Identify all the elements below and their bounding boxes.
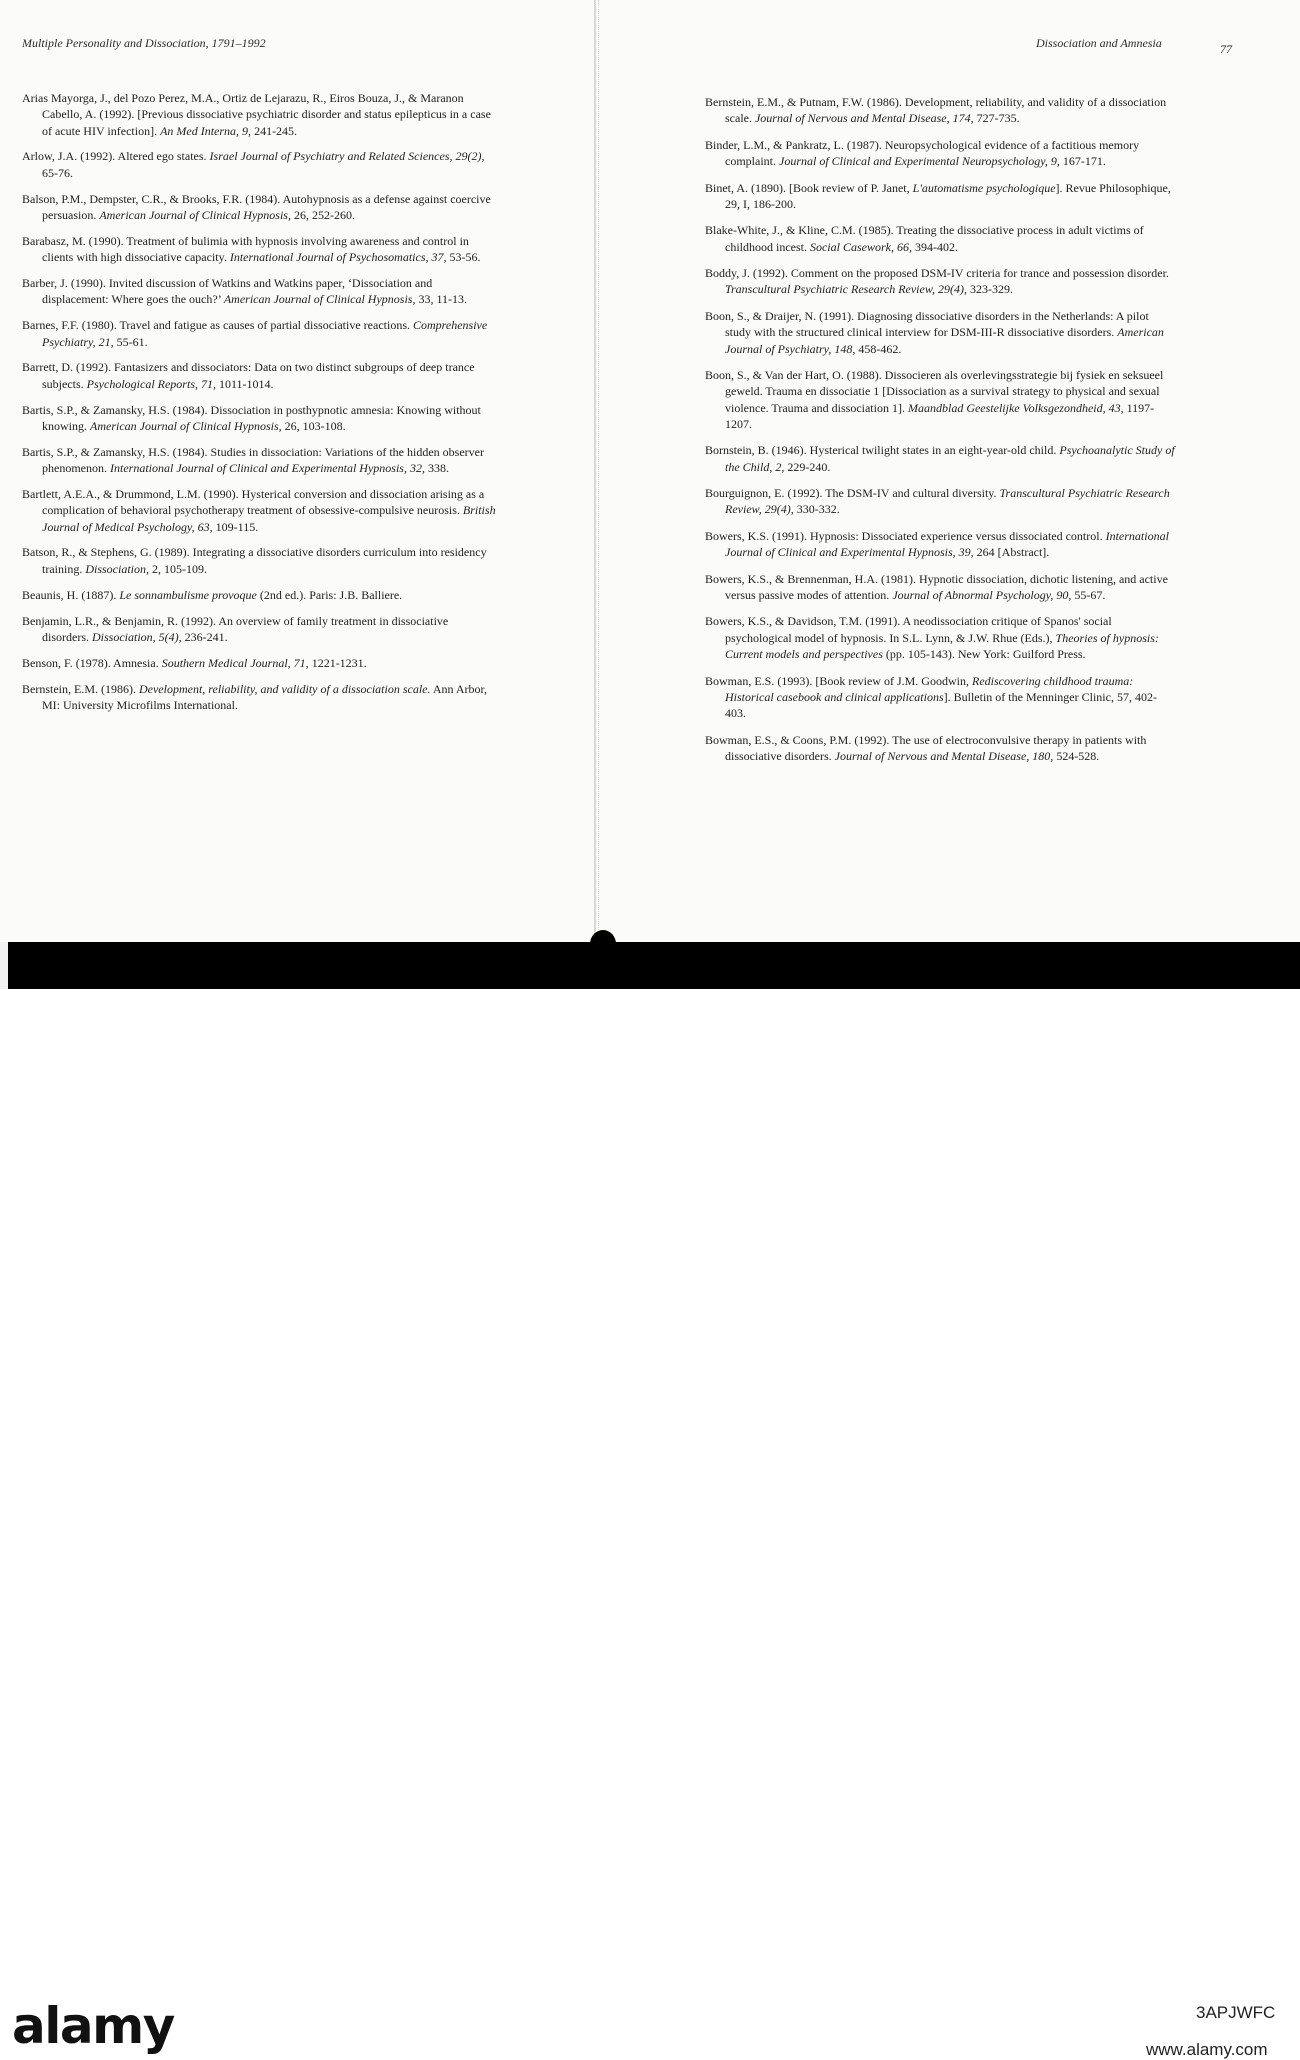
reference-text: Bowman, E.S. (1993). [Book review of J.M. Goodwin, <box>705 673 972 688</box>
reference-pages: 241-245. <box>251 123 298 138</box>
reference-source: Maandblad Geestelijke Volksgezondheid, 43, <box>907 400 1124 415</box>
reference-source: L'automatisme psychologique <box>912 180 1056 195</box>
reference-pages: 524-528. <box>1053 748 1100 763</box>
reference-text: Bourguignon, E. (1992). The DSM-IV and cultural diversity. <box>705 486 1000 501</box>
reference-source: Dissociation, <box>85 561 149 576</box>
reference-entry <box>705 485 1175 518</box>
reference-entry <box>705 137 1175 170</box>
reference-source: Transcultural Psychiatric Research Review, 29(4), <box>725 486 1170 517</box>
reference-entry <box>22 317 498 350</box>
reference-pages: 53-56. <box>446 250 481 265</box>
reference-entry <box>22 544 498 577</box>
reference-text: Binet, A. (1890). [Book review of P. Janet, <box>705 180 913 195</box>
reference-entry <box>705 94 1175 127</box>
reference-text: Benson, F. (1978). Amnesia. <box>22 655 162 670</box>
reference-entry <box>22 148 498 181</box>
reference-pages: 458-462. <box>855 341 902 356</box>
reference-entry <box>22 233 498 266</box>
reference-source: American Journal of Clinical Hypnosis, <box>90 418 282 433</box>
reference-pages: ]. Bulletin of the Menninger Clinic, 57, 402-403. <box>725 689 1157 721</box>
reference-text: Benjamin, L.R., & Benjamin, R. (1992). An overview of family treatment in dissociative disorders. <box>22 613 449 644</box>
right-reference-list <box>705 94 1175 774</box>
reference-entry <box>22 681 498 714</box>
reference-source: Le sonnambulisme provoque <box>119 587 257 602</box>
reference-source: Comprehensive Psychiatry, 21, <box>42 318 488 349</box>
reference-text: Blake-White, J., & Kline, C.M. (1985). Treating the dissociative process in adult victims of childhood incest. <box>705 223 1144 254</box>
reference-source: Journal of Clinical and Experimental Neuropsychology, 9, <box>779 154 1060 169</box>
reference-source: Southern Medical Journal, 71, <box>161 655 309 670</box>
reference-text: Bartlett, A.E.A., & Drummond, L.M. (1990). Hysterical conversion and dissociation arising as a complication of behavioral psychotherapy treatment of obsessive-compulsive neurosis. <box>22 486 485 518</box>
reference-text: Bernstein, E.M. (1986). <box>22 681 139 696</box>
reference-entry <box>22 402 498 435</box>
scan-black-bar <box>8 942 1300 989</box>
reference-text: Arias Mayorga, J., del Pozo Perez, M.A., Ortiz de Lejarazu, R., Eiros Bouza, J., & Maranon Cabello, A. (1992). [Previous dissociative psychiatric disorder and status epilepticus in a case of acute HIV infection]. <box>22 91 491 138</box>
reference-source: Rediscovering childhood trauma: Historical casebook and clinical applications <box>725 673 1134 704</box>
reference-entry <box>705 571 1175 604</box>
reference-pages: 1011-1014. <box>215 376 274 391</box>
reference-source: Dissociation, 5(4), <box>92 629 182 644</box>
reference-pages: 394-402. <box>911 239 958 254</box>
reference-text: Boon, S., & Draijer, N. (1991). Diagnosing dissociative disorders in the Netherlands: A pilot study with the structured clinical interview for DSM-III-R dissociative disorders. <box>705 308 1149 340</box>
reference-entry <box>22 191 498 224</box>
reference-source: Theories of hypnosis: Current models and perspectives <box>725 630 1159 662</box>
reference-pages: 109-115. <box>212 519 259 534</box>
watermark-footer <box>0 989 1300 2059</box>
reference-source: International Journal of Clinical and Experimental Hypnosis, 32, <box>110 461 425 476</box>
reference-pages: 55-61. <box>113 334 148 349</box>
reference-text: Boon, S., & Van der Hart, O. (1988). Dissocieren als overlevingsstrategie bij fysiek en seksueel geweld. Trauma en dissociatie 1 [Dissociation as a survival strategy to physical and sexual violence. Trauma and dissociation 1]. <box>705 367 1164 415</box>
reference-pages: 236-241. <box>181 629 228 644</box>
reference-pages: 264 [Abstract]. <box>973 545 1050 560</box>
reference-source: Social Casework, 66, <box>809 239 912 254</box>
reference-source: Transcultural Psychiatric Research Review, 29(4), <box>725 282 967 297</box>
reference-entry <box>705 732 1175 765</box>
reference-entry <box>22 444 498 477</box>
reference-pages: (2nd ed.). Paris: J.B. Balliere. <box>256 587 403 602</box>
reference-pages: 55-67. <box>1071 588 1106 602</box>
reference-pages: 323-329. <box>966 282 1013 297</box>
reference-text: Beaunis, H. (1887). <box>22 587 120 602</box>
reference-entry <box>22 486 498 535</box>
reference-pages: 338. <box>424 461 449 476</box>
reference-text: Arlow, J.A. (1992). Altered ego states. <box>22 149 210 164</box>
left-reference-list <box>22 90 498 723</box>
reference-entry <box>22 655 498 671</box>
right-running-head: Dissociation and Amnesia <box>1036 36 1162 50</box>
reference-pages: 229-240. <box>784 459 831 474</box>
reference-entry <box>22 275 498 308</box>
reference-source: Israel Journal of Psychiatry and Related Sciences, 29(2), <box>209 149 485 164</box>
reference-entry <box>22 587 498 603</box>
reference-pages: 1197-1207. <box>725 400 1155 431</box>
reference-text: Bartis, S.P., & Zamansky, H.S. (1984). Dissociation in posthypnotic amnesia: Knowing without knowing. <box>22 402 481 433</box>
reference-entry <box>705 222 1175 255</box>
reference-pages: 1221-1231. <box>308 655 367 670</box>
reference-source: An Med Interna, 9, <box>160 123 252 138</box>
reference-pages: 727-735. <box>973 111 1020 126</box>
reference-text: Bornstein, B. (1946). Hysterical twilight states in an eight-year-old child. <box>705 443 1060 458</box>
page-gutter <box>594 0 596 942</box>
reference-pages: 2, 105-109. <box>149 561 207 576</box>
reference-pages: 65-76. <box>42 165 73 180</box>
reference-text: Barber, J. (1990). Invited discussion of Watkins and Watkins paper, ‘Dissociation and displacement: Where goes the ouch?’ <box>22 276 433 307</box>
reference-pages: 330-332. <box>793 502 840 517</box>
reference-entry <box>705 308 1175 357</box>
reference-entry <box>705 673 1175 722</box>
reference-pages: 33, 11-13. <box>415 292 468 307</box>
reference-entry <box>705 180 1175 213</box>
reference-source: International Journal of Psychosomatics, 37, <box>229 250 447 265</box>
book-spread <box>0 0 1300 942</box>
reference-entry <box>705 367 1175 432</box>
reference-entry <box>705 528 1175 561</box>
reference-source: American Journal of Clinical Hypnosis, <box>223 292 416 307</box>
reference-entry <box>705 613 1175 662</box>
reference-text: Batson, R., & Stephens, G. (1989). Integrating a dissociative disorders curriculum into residency training. <box>22 545 487 576</box>
reference-source: Development, reliability, and validity of a dissociation scale. <box>138 681 431 696</box>
reference-pages: 26, 252-260. <box>290 207 355 222</box>
reference-entry <box>22 359 498 392</box>
reference-text: Bartis, S.P., & Zamansky, H.S. (1984). Studies in dissociation: Variations of the hidden observer phenomenon. <box>22 444 484 476</box>
page-number: 77 <box>1220 42 1232 56</box>
reference-text: Barabasz, M. (1990). Treatment of bulimia with hypnosis involving awareness and control in clients with high dissociative capacity. <box>22 233 469 265</box>
reference-pages: (pp. 105-143). New York: Guilford Press. <box>882 647 1086 662</box>
reference-source: International Journal of Clinical and Experimental Hypnosis, 39, <box>725 528 1169 560</box>
alamy-logo: alamy <box>12 1997 174 2055</box>
reference-text: Bowers, K.S. (1991). Hypnosis: Dissociated experience versus dissociated control. <box>705 528 1106 543</box>
reference-text: Boddy, J. (1992). Comment on the proposed DSM-IV criteria for trance and possession disorder. <box>705 266 1169 281</box>
reference-text: Bowman, E.S., & Coons, P.M. (1992). The use of electroconvulsive therapy in patients with dissociative disorders. <box>705 732 1147 763</box>
reference-entry <box>705 265 1175 298</box>
reference-text: Bowers, K.S., & Brennenman, H.A. (1981). Hypnotic dissociation, dichotic listening, and active versus passive modes of attention. <box>705 571 1168 602</box>
reference-text: Barrett, D. (1992). Fantasizers and dissociators: Data on two distinct subgroups of deep trance subjects. <box>22 360 475 391</box>
reference-source: Journal of Abnormal Psychology, 90, <box>892 588 1072 602</box>
reference-source: British Journal of Medical Psychology, 63, <box>42 503 496 534</box>
image-id: 3APJWFC <box>1196 2003 1276 2022</box>
reference-entry <box>705 442 1175 475</box>
site-url: www.alamy.com <box>1146 2040 1268 2059</box>
reference-pages: Ann Arbor, MI: University Microfilms International. <box>42 681 488 712</box>
reference-entry <box>22 90 498 139</box>
reference-text: Bowers, K.S., & Davidson, T.M. (1991). A neodissociation critique of Spanos' social psychological model of hypnosis. In S.L. Lynn, & J.W. Rhue (Eds.), <box>705 614 1112 645</box>
gutter-shadow <box>598 0 599 942</box>
reference-text: Binder, L.M., & Pankratz, L. (1987). Neuropsychological evidence of a factitious memory complaint. <box>705 137 1140 169</box>
reference-source: Journal of Nervous and Mental Disease, 174, <box>754 111 974 126</box>
reference-source: American Journal of Clinical Hypnosis, <box>99 207 291 222</box>
reference-source: Psychological Reports, 71, <box>86 376 216 391</box>
reference-text: Balson, P.M., Dempster, C.R., & Brooks, F.R. (1984). Autohypnosis as a defense against coercive persuasion. <box>22 191 491 222</box>
reference-pages: 167-171. <box>1059 154 1106 169</box>
reference-text: Barnes, F.F. (1980). Travel and fatigue as causes of partial dissociative reactions. <box>22 318 413 333</box>
reference-source: Journal of Nervous and Mental Disease, 180, <box>834 748 1054 763</box>
reference-text: Bernstein, E.M., & Putnam, F.W. (1986). Development, reliability, and validity of a dissociation scale. <box>705 95 1167 126</box>
left-running-head: Multiple Personality and Dissociation, 1791–1992 <box>22 36 266 50</box>
reference-source: Psychoanalytic Study of the Child, 2, <box>725 443 1175 474</box>
reference-entry <box>22 613 498 646</box>
reference-pages: ]. Revue Philosophique, 29, I, 186-200. <box>725 180 1171 211</box>
reference-source: American Journal of Psychiatry, 148, <box>725 325 1164 356</box>
reference-pages: 26, 103-108. <box>281 418 346 433</box>
scan-edge <box>0 942 8 989</box>
